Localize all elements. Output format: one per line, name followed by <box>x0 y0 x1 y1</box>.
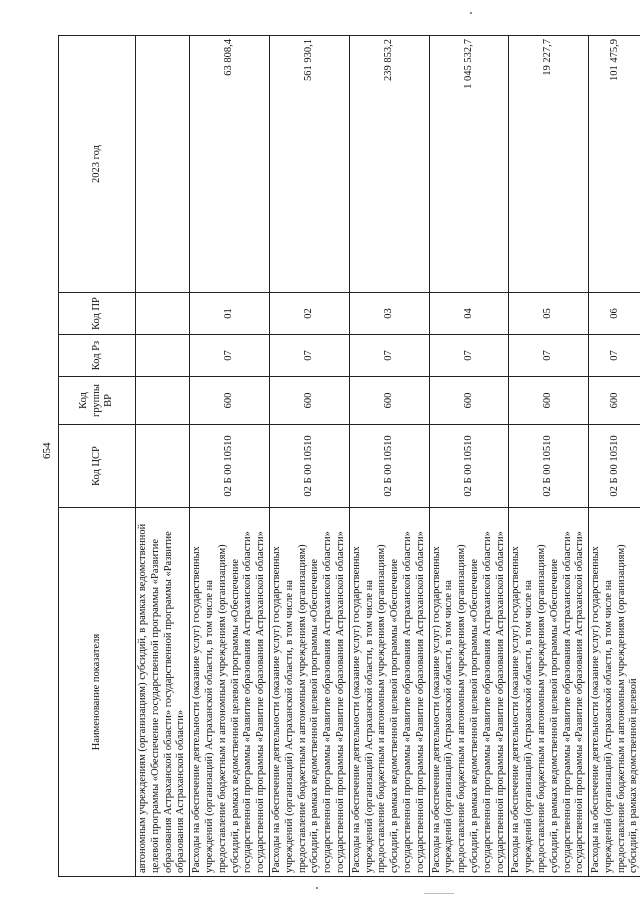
cell-vr: 600 <box>429 377 509 425</box>
cell-name: Расходы на обеспечение деятельности (оказание услуг) государственных учреждений (организаций) Астраханской области, в том числе на предоставление бюджетным и автономным учреждениям (организациям) субсидий, в рамках ведомственной целевой программы «Обеспечение государственной программы «Развитие образования Астраханской области» государственной программы «Развитие образования Астраханской области» <box>349 508 429 877</box>
budget-table <box>58 35 640 877</box>
cell-pr: 02 <box>269 293 349 335</box>
cell-amount: 239 853,2 <box>349 36 429 293</box>
cell-rz: 07 <box>269 335 349 377</box>
cell-rz: 07 <box>509 335 589 377</box>
cell-vr <box>136 377 190 425</box>
cell-csr: 02 Б 00 10510 <box>190 425 270 508</box>
cell-name: Расходы на обеспечение деятельности (оказание услуг) государственных учреждений (организаций) Астраханской области, в том числе на предоставление бюджетным и автономным учреждениям (организациям) субсидий, в рамках ведомственной целевой программы «Обеспечение государственной программы «Развитие образования Астраханской области» государственной программы «Развитие образования Астраханской области» <box>269 508 349 877</box>
table-row <box>509 36 589 877</box>
header-year: 2023 год <box>59 36 136 293</box>
header-vr: Код группы ВР <box>59 377 136 425</box>
cell-rz: 07 <box>589 335 640 377</box>
header-pr: Код ПР <box>59 293 136 335</box>
cell-csr: 02 Б 00 10510 <box>589 425 640 508</box>
cell-name: Расходы на обеспечение деятельности (оказание услуг) государственных учреждений (организаций) Астраханской области, в том числе на предоставление бюджетным и автономным учреждениям (организациям) субсидий, в рамках ведомственной целевой программы «Обеспечение государственной программы «Развитие образования Астраханской области» государственной программы «Развитие образования Астраханской области» <box>509 508 589 877</box>
header-name: Наименование показателя <box>59 508 136 877</box>
cell-pr: 06 <box>589 293 640 335</box>
cell-amount: 63 808,4 <box>190 36 270 293</box>
scan-mark <box>316 887 318 889</box>
cell-rz <box>136 335 190 377</box>
cell-csr: 02 Б 00 10510 <box>429 425 509 508</box>
cell-pr: 05 <box>509 293 589 335</box>
page-number: 654 <box>41 442 53 459</box>
table-row <box>136 36 190 877</box>
cell-vr: 600 <box>349 377 429 425</box>
cell-pr <box>136 293 190 335</box>
cell-pr: 04 <box>429 293 509 335</box>
cell-pr: 01 <box>190 293 270 335</box>
cell-name: Расходы на обеспечение деятельности (оказание услуг) государственных учреждений (организаций) Астраханской области, в том числе на предоставление бюджетным и автономным учреждениям (организациям) субсидий, в рамках ведомственной целевой программы «Обеспечение государственной программы «Развитие образования Астраханской области» государственной программы «Развитие образования Астраханской области» <box>429 508 509 877</box>
cell-amount: 1 045 532,7 <box>429 36 509 293</box>
cell-csr <box>136 425 190 508</box>
table-row <box>190 36 270 877</box>
cell-csr: 02 Б 00 10510 <box>509 425 589 508</box>
table-header-row <box>59 36 136 877</box>
cell-vr: 600 <box>269 377 349 425</box>
scan-mark <box>470 12 472 14</box>
cell-amount <box>136 36 190 293</box>
table-row <box>349 36 429 877</box>
header-csr: Код ЦСР <box>59 425 136 508</box>
table-row <box>269 36 349 877</box>
cell-name: автономным учреждениям (организациям) субсидий, в рамках ведомственной целевой программы «Обеспечение государственной программы «Развитие образования Астраханской области» государственной программы «Развитие образования Астраханской области» <box>136 508 190 877</box>
cell-name: Расходы на обеспечение деятельности (оказание услуг) государственных учреждений (организаций) Астраханской области, в том числе на предоставление бюджетным и автономным учреждениям (организациям) субсидий, в рамках ведомственной целевой программы «Обеспечение государственной программы «Развитие образования Астраханской области» государственной программы «Развитие образования Астраханской области» <box>190 508 270 877</box>
cell-amount: 561 930,1 <box>269 36 349 293</box>
cell-vr: 600 <box>190 377 270 425</box>
cell-rz: 07 <box>190 335 270 377</box>
cell-vr: 600 <box>589 377 640 425</box>
cell-amount: 19 227,7 <box>509 36 589 293</box>
table-row <box>589 36 640 877</box>
cell-vr: 600 <box>509 377 589 425</box>
rotated-table-page <box>58 36 640 877</box>
cell-rz: 07 <box>429 335 509 377</box>
cell-name: Расходы на обеспечение деятельности (оказание услуг) государственных учреждений (организаций) Астраханской области, в том числе на предоставление бюджетным и автономным учреждениям (организациям) субсидий, в рамках ведомственной целевой <box>589 508 640 877</box>
table-row <box>429 36 509 877</box>
scan-mark <box>424 893 454 894</box>
cell-rz: 07 <box>349 335 429 377</box>
cell-pr: 03 <box>349 293 429 335</box>
cell-csr: 02 Б 00 10510 <box>269 425 349 508</box>
cell-amount: 101 475,9 <box>589 36 640 293</box>
header-rz: Код Рз <box>59 335 136 377</box>
cell-csr: 02 Б 00 10510 <box>349 425 429 508</box>
